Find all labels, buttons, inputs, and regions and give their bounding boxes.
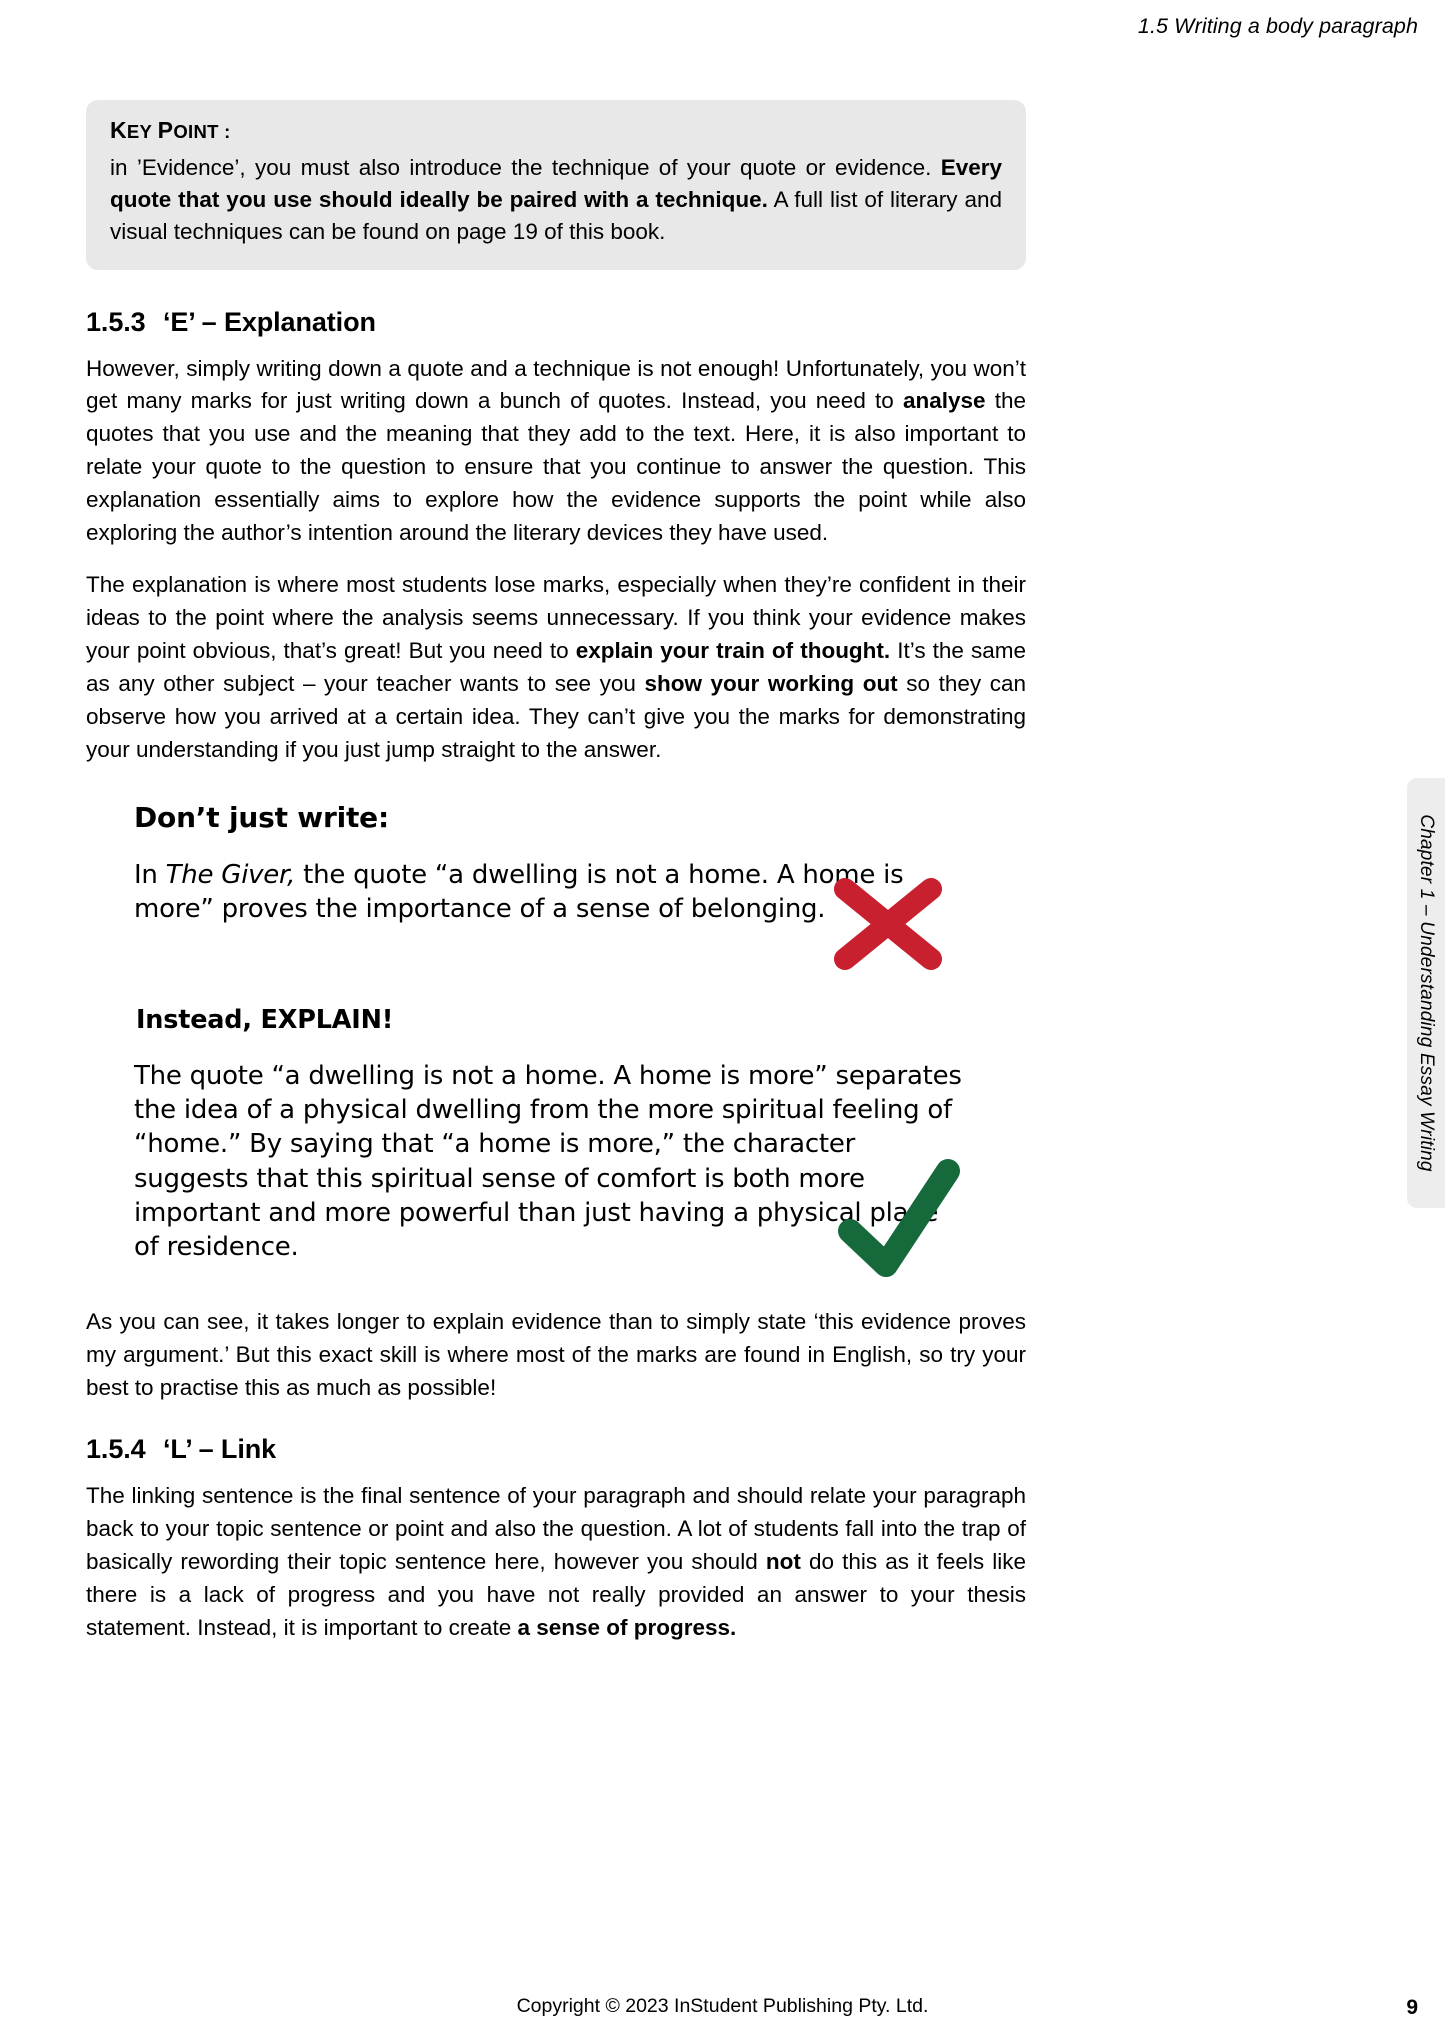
para-text: However, simply writing down a quote and a technique is not enough! Unfortunately, you won’t get many marks for just writing down a bunch of quotes. Instead, you need to [86,355,1026,414]
para-bold-analyse: analyse [902,388,986,414]
key-point-label-oint: OINT [173,121,219,142]
paragraph-explanation-1 [86,353,1026,551]
key-point-label-k: K [110,117,127,143]
key-point-label-p: P [157,117,174,143]
callout-dont-just-write [86,801,1026,927]
key-point-label-colon: : [218,121,231,142]
footer-page-number: 9 [1406,1996,1418,2019]
key-point-body [110,152,1002,248]
para-bold-not: not [765,1548,801,1574]
callout-bad-text-a: In [134,859,166,890]
para-bold-show-working: show your working out [644,671,898,697]
heading-1-5-4-number: 1.5.4 [86,1434,146,1465]
key-point-label [110,118,1002,143]
heading-1-5-4-title: ‘L’ – Link [163,1434,277,1465]
key-point-box [86,100,1026,270]
footer-copyright: Copyright © 2023 InStudent Publishing Pty. Ltd. [516,1995,929,2017]
para-text: the quotes that you use and the meaning that they add to the text. Here, it is also important to relate your quote to the question to ensure that you continue to answer the question. This explanation essentially aims to explore how the evidence supports the point while also exploring the author’s intention around the literary devices they have used. [86,388,1026,546]
key-point-text-2: A full list of literary and visual techniques can be found on page 19 of this book. [110,187,1003,245]
para-text: The linking sentence is the final sentence of your paragraph and should relate your paragraph back to your topic sentence or point and also the question. A lot of students fall into the trap of basically rewording their topic sentence here, however you should [86,1482,1026,1574]
paragraph-link-1 [86,1480,1026,1645]
callout-bad-heading: Don’t just write: [134,800,389,834]
heading-1-5-3 [86,306,1026,338]
callout-instead-explain [86,1005,1026,1265]
heading-1-5-3-number: 1.5.3 [86,307,146,338]
callout-bad-text-b: the quote “a dwelling is not a home. A home is more” proves the importance of a sense of belonging. [134,859,904,925]
key-point-label-ey: EY [126,121,153,142]
key-point-text-bold: Every quote that you use should ideally be paired with a technique. [110,155,1002,213]
para-bold-sense-progress: a sense of progress. [517,1614,737,1640]
para-text: so they can observe how you arrived at a certain idea. They can’t give you the marks for demonstrating your understanding if you just jump straight to the answer. [86,671,1026,762]
chapter-side-tab [1407,778,1445,1208]
para-text: It’s the same as any other subject – your teacher wants to see you [86,638,1026,697]
heading-1-5-4 [86,1433,1026,1465]
callout-good-heading: Instead, EXPLAIN! [136,1004,394,1035]
chapter-side-tab-label: Chapter 1 – Understanding Essay Writing [1416,814,1437,1172]
callout-bad-title-italic: The Giver, [165,859,296,890]
heading-1-5-3-title: ‘E’ – Explanation [163,307,376,338]
running-header: 1.5 Writing a body paragraph [1137,14,1418,38]
para-text: do this as it feels like there is a lack of progress and you have not really provided an answer to your thesis statement. Instead, it is important to create [86,1548,1026,1640]
paragraph-explanation-2 [86,569,1026,767]
callout-good-text: The quote “a dwelling is not a home. A home is more” separates the idea of a physical dwelling from the more spiritual feeling of “home.” By saying that “a home is more,” the character suggests that this spiritual sense of comfort is both more important and more powerful than just having a physical place of residence. [134,1060,962,1263]
callout-bad-text [134,858,964,927]
paragraph-after-callout: As you can see, it takes longer to explain evidence than to simply state ‘this evidence proves my argument.’ But this exact skill is where most of the marks are found in English, so try your best to practise this as much as possible! [86,1309,1026,1401]
main-text-column [86,100,1026,1644]
key-point-text-1: in ’Evidence’, you must also introduce the technique of your quote or evidence. [110,155,941,181]
para-text: The explanation is where most students lose marks, especially when they’re confident in their ideas to the point where the analysis seems unnecessary. If you think your evidence makes your point obvious, that’s great! But you need to [86,572,1026,664]
para-bold-explain-train: explain your train of thought. [575,638,891,664]
